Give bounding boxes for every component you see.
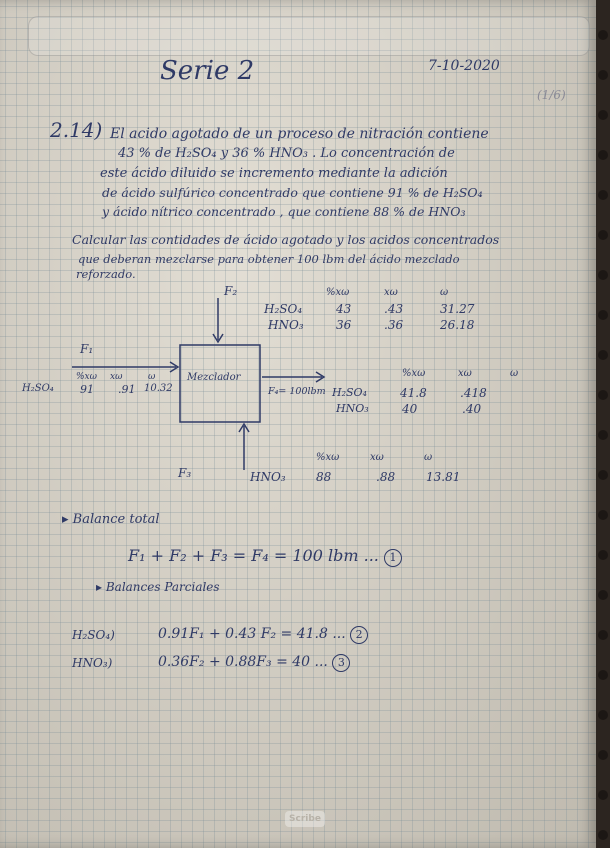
spiral-hole [598, 830, 608, 840]
partial-balance-title-text: Balances Parciales [105, 580, 220, 594]
total-balance-eq [128, 546, 402, 567]
f3-mass: 13.81 [426, 470, 461, 484]
eq-number: 1 [384, 549, 402, 567]
f2-mass: 26.18 [440, 318, 475, 332]
spiral-hole [598, 510, 608, 520]
partial-balance-title: ▸ Balances Parciales [96, 580, 220, 594]
f2-fraction: .36 [384, 318, 404, 332]
f1-header: %xω [76, 372, 97, 382]
f2-component: HNO₃ [268, 318, 304, 332]
scribe-watermark: Scribe [285, 811, 325, 827]
f4-component: HNO₃ [336, 402, 369, 415]
spiral-hole [598, 630, 608, 640]
partial-label: H₂SO₄) [72, 628, 115, 642]
spiral-hole [598, 350, 608, 360]
mixer-box [180, 345, 260, 422]
f1-label: F₁ [80, 342, 94, 356]
spiral-hole [598, 430, 608, 440]
f2-header: xω [384, 287, 398, 298]
f4-percent: 41.8 [400, 386, 427, 400]
spiral-hole [598, 110, 608, 120]
date: 7-10-2020 [428, 58, 500, 74]
task-line: que deberan mezclarse para obtener 100 lbm del ácido mezclado [78, 252, 460, 266]
f2-percent: 36 [336, 318, 352, 332]
spiral-hole [598, 710, 608, 720]
problem-line: El acido agotado de un proceso de nitración contiene [110, 126, 489, 142]
f1-percent: 91 [80, 383, 94, 396]
corner-mark: (1/6) [537, 88, 566, 102]
f4-label: F₄= 100lbm [268, 386, 326, 397]
eq-number: 3 [332, 654, 350, 672]
f2-fraction: .43 [384, 302, 404, 316]
f3-percent: 88 [316, 470, 332, 484]
partial-balance-eq [158, 654, 350, 672]
spiral-hole [598, 190, 608, 200]
spiral-hole [598, 270, 608, 280]
f3-component: HNO₃ [250, 470, 286, 484]
partial-eq-text: 0.36F₂ + 0.88F₃ = 40 ... [158, 654, 328, 670]
spiral-hole [598, 310, 608, 320]
f1-header: xω [110, 372, 123, 382]
f1-header: ω [148, 372, 156, 382]
f4-percent: 40 [402, 402, 418, 416]
f2-component: H₂SO₄ [264, 302, 303, 316]
spiral-hole [598, 590, 608, 600]
spiral-hole [598, 230, 608, 240]
f1-fraction: .91 [118, 383, 136, 396]
f3-header: ω [424, 452, 433, 463]
mixer-label: Mezclador [187, 372, 241, 383]
notebook-spiral [590, 0, 610, 848]
f3-header: xω [370, 452, 384, 463]
f1-mass: 10.32 [144, 383, 173, 394]
eq-number: 2 [350, 626, 368, 644]
spiral-hole [598, 30, 608, 40]
f1-component: H₂SO₄ [22, 383, 54, 394]
f2-header: ω [440, 287, 449, 298]
f4-header: ω [510, 368, 519, 379]
partial-label: HNO₃) [72, 656, 113, 670]
partial-balance-eq [158, 626, 368, 644]
f4-fraction: .418 [460, 386, 487, 400]
f4-component: H₂SO₄ [332, 386, 367, 399]
task-line: reforzado. [76, 267, 136, 281]
page-title: Serie 2 [160, 56, 255, 86]
problem-line: 43 % de H₂SO₄ y 36 % HNO₃ . Lo concentración de [118, 146, 455, 161]
f3-label: F₃ [178, 466, 192, 480]
total-balance-title-text: Balance total [72, 512, 160, 527]
problem-number: 2.14) [50, 118, 103, 142]
f2-header: %xω [326, 287, 350, 298]
spiral-hole [598, 470, 608, 480]
f3-header: %xω [316, 452, 340, 463]
total-balance-title: ▸ Balance total [62, 512, 160, 527]
spiral-hole [598, 550, 608, 560]
problem-line: de ácido sulfúrico concentrado que contiene 91 % de H₂SO₄ [102, 185, 483, 200]
spiral-hole [598, 70, 608, 80]
spiral-hole [598, 670, 608, 680]
f3-fraction: .88 [376, 470, 396, 484]
spiral-hole [598, 790, 608, 800]
total-balance-eq-text: F₁ + F₂ + F₃ = F₄ = 100 lbm ... [128, 546, 379, 565]
spiral-hole [598, 390, 608, 400]
f4-header: xω [458, 368, 472, 379]
spiral-hole [598, 750, 608, 760]
f2-percent: 43 [336, 302, 352, 316]
problem-line: y ácido nítrico concentrado , que contiene 88 % de HNO₃ [102, 204, 466, 219]
spiral-hole [598, 150, 608, 160]
partial-eq-text: 0.91F₁ + 0.43 F₂ = 41.8 ... [158, 626, 346, 642]
f2-label: F₂ [224, 284, 238, 298]
f2-mass: 31.27 [440, 302, 475, 316]
problem-line: este ácido diluido se incremento mediante la adición [100, 166, 448, 181]
f4-header: %xω [402, 368, 426, 379]
task-line: Calcular las contidades de ácido agotado y los acidos concentrados [72, 232, 500, 247]
f4-fraction: .40 [462, 402, 482, 416]
